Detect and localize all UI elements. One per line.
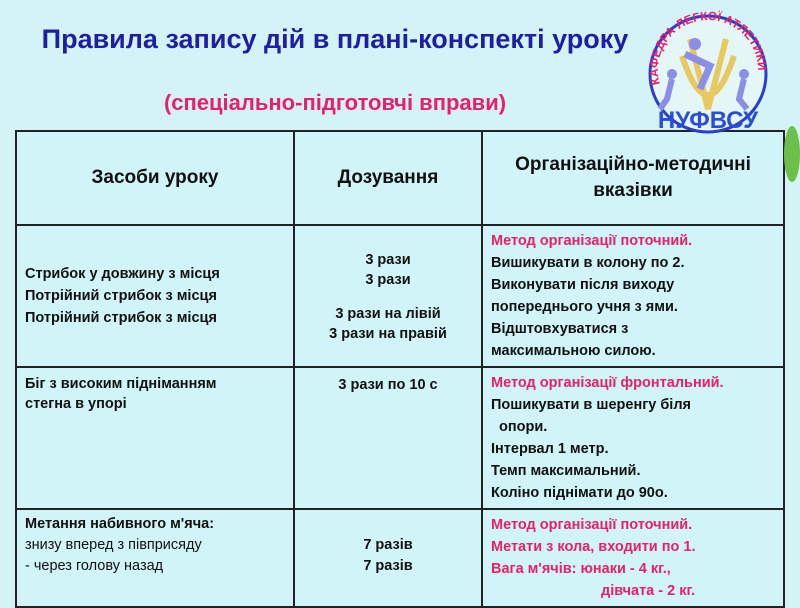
instructions-cell — [482, 509, 784, 607]
dosage-line: 3 рази на правій — [329, 326, 447, 342]
instructions-cell — [482, 367, 784, 509]
means-line: Стрибок у довжину з місця — [25, 266, 220, 282]
note-line: максимальною силою. — [491, 343, 656, 359]
note-line: Інтервал 1 метр. — [491, 441, 609, 457]
department-logo — [630, 4, 800, 194]
header-dosage: Дозування — [294, 131, 482, 225]
page-subtitle: (спеціально-підготовчі вправи) — [163, 90, 507, 115]
means-line: - через голову назад — [25, 558, 164, 574]
method-label: Метод організації фронтальний. — [491, 375, 724, 391]
dosage-line: 3 рази — [365, 272, 411, 288]
note-line: Виконувати після виходу — [491, 277, 675, 293]
means-line: стегна в упорі — [25, 396, 127, 412]
note-line: Метати з кола, входити по 1. — [491, 539, 696, 555]
header-means: Засоби уроку — [16, 131, 294, 225]
dosage-line: 3 рази по 10 с — [338, 377, 438, 393]
dosage-cell — [294, 225, 482, 367]
means-cell — [16, 367, 294, 509]
dosage-line: 7 разів — [363, 537, 413, 553]
table-row — [16, 367, 784, 509]
means-line: Потрійний стрибок з місця — [25, 310, 217, 326]
means-line: Біг з високим підніманням — [25, 376, 217, 392]
header-instructions: Організаційно-методичні вказівки — [482, 131, 784, 225]
method-label: Метод організації поточний. — [491, 233, 693, 249]
exercise-table — [15, 130, 785, 608]
means-line: Потрійний стрибок з місця — [25, 288, 217, 304]
table-row — [16, 509, 784, 607]
note-line: Відштовхуватися з — [491, 321, 629, 337]
note-line: дівчата - 2 кг. — [601, 583, 696, 599]
means-cell — [16, 509, 294, 607]
logo-name: НУФВСУ — [657, 107, 759, 134]
dosage-cell — [294, 367, 482, 509]
note-line: Вага м'ячів: юнаки - 4 кг., — [491, 561, 671, 577]
dosage-line: 7 разів — [363, 558, 413, 574]
dosage-line: 3 рази — [365, 252, 411, 268]
table-row — [16, 225, 784, 367]
dosage-cell — [294, 509, 482, 607]
dosage-line: 3 рази на лівій — [335, 306, 441, 322]
note-line: Пошикувати в шеренгу біля — [491, 397, 691, 413]
logo-ring-text: КАФЕДРА ЛЕГКОЇ АТЛЕТИКИ — [646, 8, 770, 87]
note-line: попереднього учня з ями. — [491, 299, 678, 315]
page-title: Правила запису дій в плані-конспекті уроку — [41, 24, 629, 54]
note-line: опори. — [491, 419, 548, 435]
method-label: Метод організації поточний. — [491, 517, 693, 533]
means-cell — [16, 225, 294, 367]
note-line: Темп максимальний. — [491, 463, 641, 479]
means-line: знизу вперед з півприсяду — [25, 537, 202, 553]
means-line: Метання набивного м'яча: — [25, 516, 215, 532]
note-line: Коліно піднімати до 90о. — [491, 485, 668, 501]
note-line: Вишикувати в колону по 2. — [491, 255, 685, 271]
instructions-cell — [482, 225, 784, 367]
